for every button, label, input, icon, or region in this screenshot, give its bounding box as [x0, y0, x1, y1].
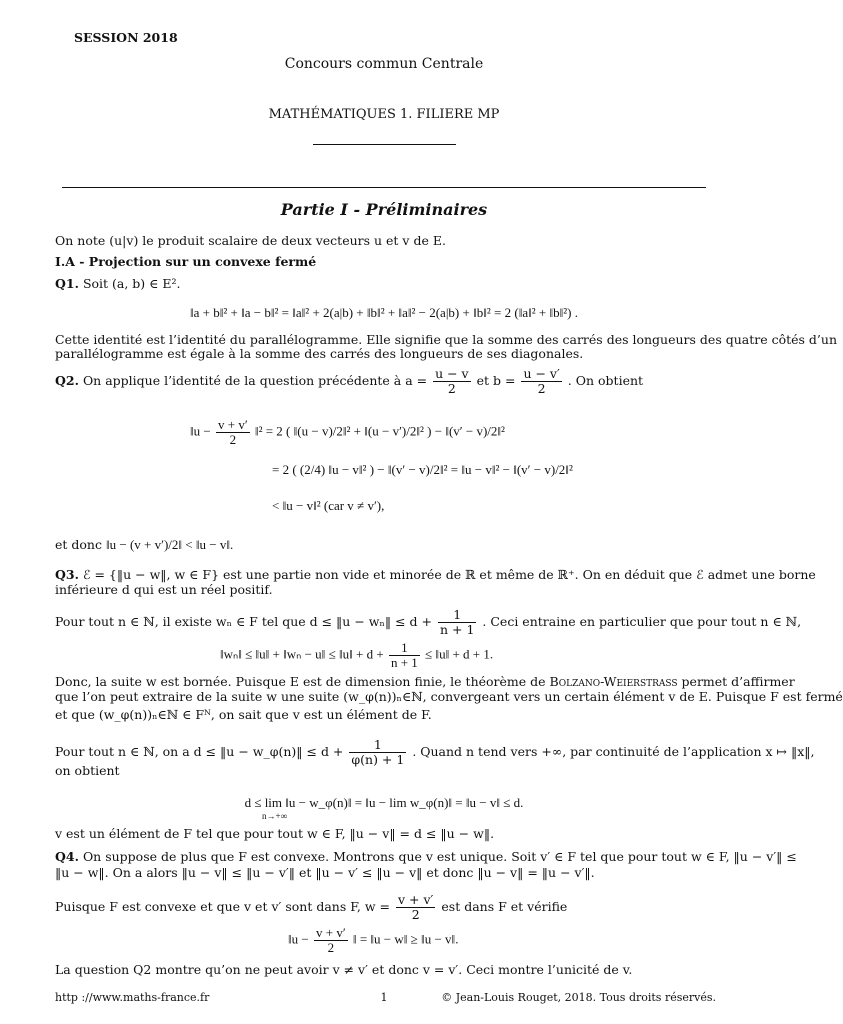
q2-text-c: . On obtient — [567, 373, 644, 388]
q3-frac3-num: 1 — [349, 738, 406, 753]
q4-text-1: On suppose de plus que F est convexe. Montrons que v est unique. Soit v′ ∈ F tel que pour tout w ∈ F, ‖u − v′‖ ≤ — [82, 849, 797, 864]
q4-line2: ‖u − w‖. On a alors ‖u − v‖ ≤ ‖u − v′‖ et ‖u − v′ ≤ ‖u − v‖ et donc ‖u − v‖ = ‖u − v′‖. — [55, 865, 595, 880]
q4-f1b: ‖ = ‖u − w‖ ≥ ‖u − v‖. — [352, 931, 459, 947]
q3-fraction-3 — [349, 738, 406, 767]
q3-frac2-num: 1 — [389, 641, 420, 656]
q4-l3a: Puisque F est convexe et que v et v′ sont dans F, w = — [55, 899, 391, 914]
part-heading: Partie I - Préliminaires — [280, 200, 488, 219]
q2-eq1-right: ‖² = 2 ( ‖(u − v)/2‖² + ‖(u − v′)/2‖² ) − ‖(v′ − v)/2‖² — [254, 423, 505, 439]
q3-l4b: permet d’affirmer — [681, 674, 795, 689]
q4-f1a: ‖u − — [288, 931, 309, 947]
q2-concl-a: et donc — [55, 537, 102, 552]
q4-frac1-den: 2 — [411, 907, 420, 922]
q3-f1b: ≤ ‖u‖ + d + 1. — [425, 646, 494, 662]
q4-frac2-num: v + v′ — [315, 925, 346, 940]
q4-formula — [288, 926, 458, 955]
q2-frac-a-den: 2 — [447, 381, 456, 396]
q2-frac-b-num: u − v′ — [523, 366, 560, 381]
footer-url[interactable]: http ://www.maths-france.fr — [55, 991, 210, 1004]
q3-formula-1 — [220, 641, 493, 670]
q1-text: Soit (a, b) ∈ E². — [82, 276, 181, 291]
q4-frac1-num: v + v′ — [398, 892, 434, 907]
q1-paragraph-line2: parallélogramme est égale à la somme des carrés des longueurs de ses diagonales. — [55, 346, 584, 361]
q4-fraction-2 — [314, 926, 348, 955]
q2-equation-3: < ‖u − v‖² (car v ≠ v′), — [272, 498, 385, 513]
q4-label: Q4. — [55, 849, 79, 864]
q4-line3 — [55, 893, 567, 922]
q2-text-a: On applique l’identité de la question précédente à a = — [82, 373, 428, 388]
q2-frac-b-den: 2 — [537, 381, 546, 396]
q2-fraction-a — [433, 367, 471, 396]
q2-eq1-den: 2 — [229, 432, 237, 447]
q4-fraction-1 — [396, 893, 435, 922]
document-title: Concours commun Centrale — [284, 56, 484, 72]
q3-frac2-den: n + 1 — [390, 655, 418, 670]
q3-frac1-num: 1 — [438, 608, 476, 623]
q2-conclusion — [55, 537, 233, 552]
q3-line9: v est un élément de F tel que pour tout w ∈ F, ‖u − v‖ = d ≤ ‖u − w‖. — [55, 826, 495, 841]
q1-paragraph-line1: Cette identité est l’identité du parallélogramme. Elle signifie que la somme des carrés des longueurs des quatre côtés d’un — [55, 332, 837, 347]
q3-limit-subscript: n→+∞ — [262, 811, 287, 821]
q3-l7b: . Quand n tend vers +∞, par continuité de l’application x ↦ ‖x‖, — [412, 744, 815, 759]
session-label: SESSION 2018 — [74, 30, 178, 45]
footer-copyright: © Jean-Louis Rouget, 2018. Tous droits réservés. — [441, 991, 716, 1004]
q2-eq1-num: v + v′ — [217, 417, 248, 432]
q4-l3b: est dans F et vérifie — [441, 899, 568, 914]
q1-formula: ‖a + b‖² + ‖a − b‖² = ‖a‖² + 2(a|b) + ‖b‖² + ‖a‖² − 2(a|b) + ‖b‖² = 2 (‖a‖² + ‖b‖²) . — [189, 305, 579, 320]
q2-frac-a-num: u − v — [435, 366, 469, 381]
q3-l4a: Donc, la suite w est bornée. Puisque E est de dimension finie, le théorème de — [55, 674, 546, 689]
q1-label: Q1. — [55, 276, 79, 291]
q4-frac2-den: 2 — [327, 940, 335, 955]
q3-limit-formula: d ≤ lim ‖u − w_φ(n)‖ = ‖u − lim w_φ(n)‖ = ‖u − v‖ ≤ d. — [244, 795, 524, 810]
q4-line1 — [55, 849, 797, 864]
section-divider — [62, 187, 706, 188]
q2-concl-b: ‖u − (v + v′)/2‖ < ‖u − v‖. — [105, 537, 234, 552]
q3-frac3-den: φ(n) + 1 — [351, 752, 405, 767]
q3-line4 — [55, 674, 795, 689]
q3-line3 — [55, 608, 801, 637]
q3-line1 — [55, 567, 816, 582]
q3-theorem-name: Bolzano-Weierstrass — [549, 674, 678, 689]
q2-equation-1 — [190, 418, 505, 447]
q3-fraction-1 — [438, 608, 476, 637]
title-rule — [313, 144, 456, 145]
intro-text: On note (u|v) le produit scalaire de deux vecteurs u et v de E. — [55, 233, 446, 248]
q3-frac1-den: n + 1 — [440, 622, 475, 637]
q2-equation-2: = 2 ( (2/4) ‖u − v‖² ) − ‖(v′ − v)/2‖² = ‖u − v‖² − ‖(v′ − v)/2‖² — [272, 462, 573, 477]
q2-eq1-left: ‖u − — [190, 423, 211, 439]
q3-line6: et que (w_φ(n))ₙ∈ℕ ∈ Fᴺ, on sait que v est un élément de F. — [55, 707, 432, 722]
q3-l7a: Pour tout n ∈ ℕ, on a d ≤ ‖u − w_φ(n)‖ ≤ d + — [55, 744, 344, 759]
q2-label: Q2. — [55, 373, 79, 388]
q2-line — [55, 367, 643, 396]
section-heading-ia: I.A - Projection sur un convexe fermé — [55, 254, 317, 269]
q4-line4: La question Q2 montre qu’on ne peut avoir v ≠ v′ et donc v = v′. Ceci montre l’unicité de v. — [55, 962, 633, 977]
q3-l3a: Pour tout n ∈ ℕ, il existe wₙ ∈ F tel que d ≤ ‖u − wₙ‖ ≤ d + — [55, 614, 433, 629]
q3-l3b: . Ceci entraine en particulier que pour tout n ∈ ℕ, — [482, 614, 802, 629]
q2-text-b: et b = — [476, 373, 516, 388]
q3-label: Q3. — [55, 567, 79, 582]
q3-line8: on obtient — [55, 763, 120, 778]
q2-eq1-fraction — [216, 418, 250, 447]
q2-fraction-b — [521, 367, 561, 396]
q3-f1a: ‖wₙ‖ ≤ ‖u‖ + ‖wₙ − u‖ ≤ ‖u‖ + d + — [220, 646, 384, 662]
q1-line — [55, 276, 180, 291]
q3-line2: inférieure d qui est un réel positif. — [55, 582, 273, 597]
q3-text-1: ℰ = {‖u − w‖, w ∈ F} est une partie non vide et minorée de ℝ et même de ℝ⁺. On en déduit que ℰ admet une borne — [82, 567, 816, 582]
q3-line7 — [55, 738, 814, 767]
document-subtitle: MATHÉMATIQUES 1. FILIERE MP — [268, 107, 500, 122]
q3-fraction-2 — [389, 641, 420, 670]
page-number: 1 — [380, 991, 388, 1004]
q3-line5: que l’on peut extraire de la suite w une suite (w_φ(n))ₙ∈ℕ, convergeant vers un certain élément v de E. Puisque F est fermé — [55, 689, 843, 704]
